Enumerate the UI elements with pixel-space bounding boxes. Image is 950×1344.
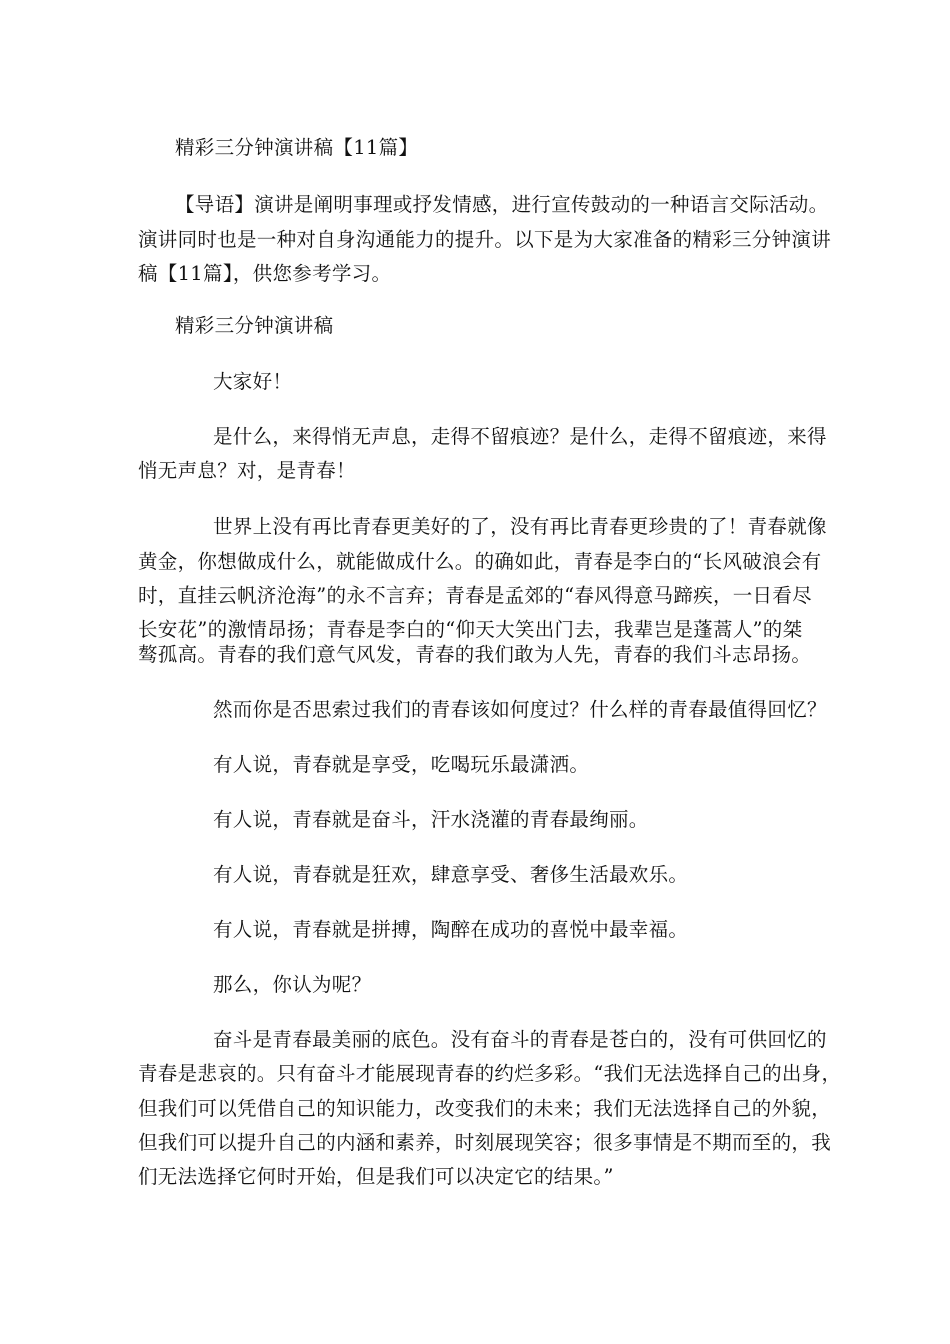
paragraph-7: 有人说，青春就是拼搏，陶醉在成功的喜悦中最幸福。 (213, 918, 689, 941)
paragraph-9-line-4: 但我们可以提升自己的内涵和素养，时刻展现笑容；很多事情是不期而至的，我 (138, 1131, 832, 1154)
paragraph-9-line-2: 青春是悲哀的。只有奋斗才能展现青春的约烂多彩。“我们无法选择自己的出身， (138, 1062, 842, 1085)
paragraph-1-line-1: 是什么，来得悄无声息，走得不留痕迹？是什么，走得不留痕迹，来得 (213, 425, 827, 448)
paragraph-5: 有人说，青春就是奋斗，汗水浇灌的青春最绚丽。 (213, 808, 649, 831)
paragraph-2-line-2: 黄金，你想做成什么，就能做成什么。的确如此，青春是李白的“长风破浪会有 (138, 550, 822, 573)
paragraph-2-line-5: 骜孤高。青春的我们意气风发，青春的我们敢为人先，青春的我们斗志昂扬。 (138, 643, 812, 666)
paragraph-9-line-5: 们无法选择它何时开始，但是我们可以决定它的结果。” (138, 1165, 614, 1188)
paragraph-2-line-4: 长安花”的激情昂扬；青春是李白的“仰天大笑出门去，我辈岂是蓬蒿人”的桀 (138, 618, 803, 641)
document-title: 精彩三分钟演讲稿【11篇】 (175, 136, 419, 159)
paragraph-2-line-1: 世界上没有再比青春更美好的了，没有再比青春更珍贵的了！青春就像 (213, 515, 827, 538)
intro-line-2: 演讲同时也是一种对自身沟通能力的提升。以下是为大家准备的精彩三分钟演讲 (138, 228, 832, 251)
paragraph-3: 然而你是否思索过我们的青春该如何度过？什么样的青春最值得回忆？ (213, 698, 827, 721)
paragraph-2-line-3: 时，直挂云帆济沧海”的永不言弃；青春是孟郊的“春风得意马蹄疾，一日看尽 (138, 584, 812, 607)
paragraph-4: 有人说，青春就是享受，吃喝玩乐最潇洒。 (213, 753, 590, 776)
paragraph-1-line-2: 悄无声息？对，是青春！ (138, 459, 356, 482)
paragraph-9-line-3: 但我们可以凭借自己的知识能力，改变我们的未来；我们无法选择自己的外貌， (138, 1097, 832, 1120)
paragraph-8: 那么，你认为呢？ (213, 973, 372, 996)
intro-line-1: 【导语】演讲是阐明事理或抒发情感，进行宣传鼓动的一种语言交际活动。 (175, 193, 829, 216)
paragraph-9-line-1: 奋斗是青春最美丽的底色。没有奋斗的青春是苍白的，没有可供回忆的 (213, 1028, 827, 1051)
intro-line-3: 稿【11篇】，供您参考学习。 (138, 262, 392, 285)
section-title: 精彩三分钟演讲稿 (175, 314, 334, 337)
greeting: 大家好！ (213, 370, 293, 393)
paragraph-6: 有人说，青春就是狂欢，肆意享受、奢侈生活最欢乐。 (213, 863, 689, 886)
